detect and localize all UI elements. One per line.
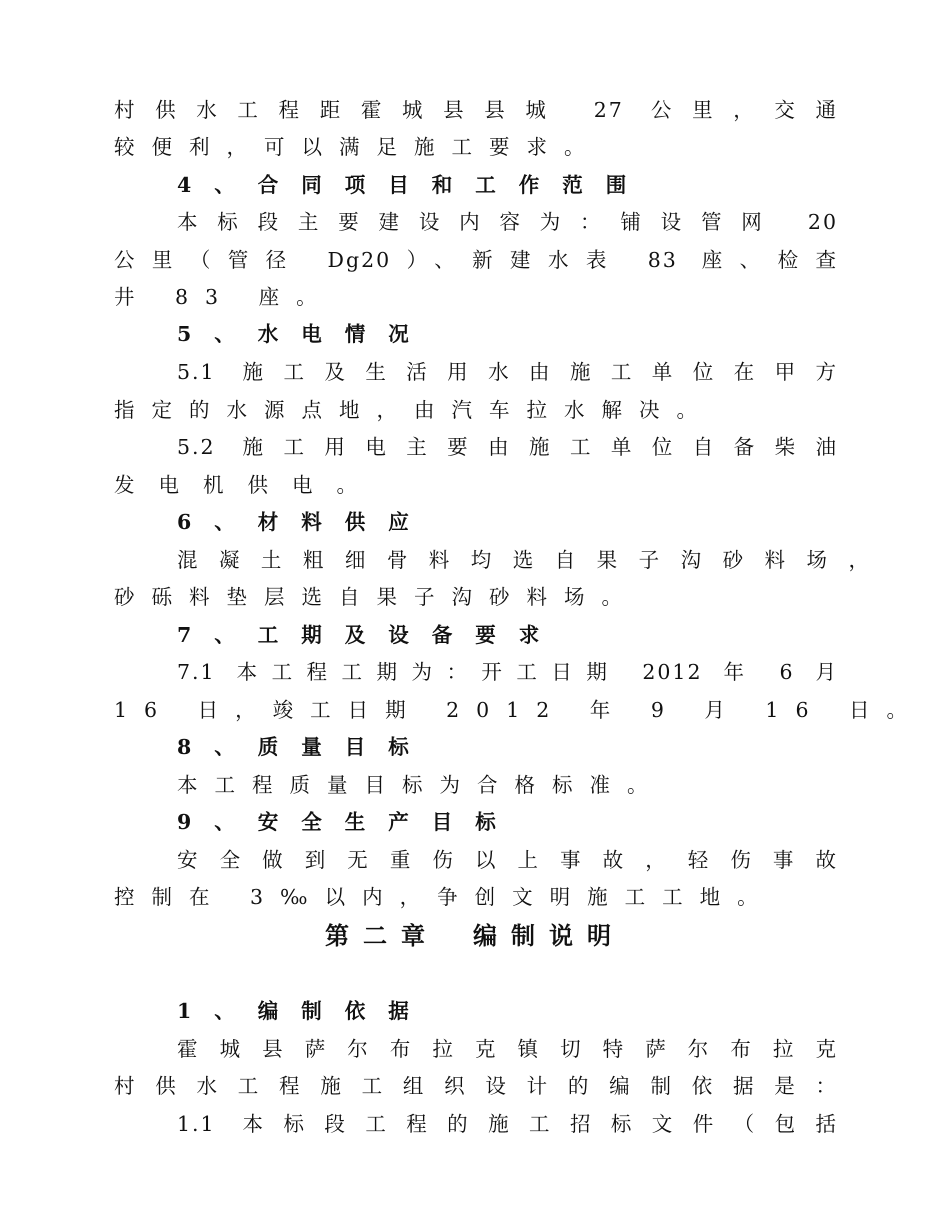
body-line: 1.1 本标段工程的施工招标文件（包括 — [177, 1112, 838, 1136]
body-line: 混凝土粗细骨料均选自果子沟砂料场， — [177, 548, 871, 572]
body-line: 5.2 施工用电主要由施工单位自备柴油 — [177, 435, 838, 459]
body-line: 指定的水源点地，由汽车拉水解决。 — [114, 398, 714, 422]
body-line: 较便利，可以满足施工要求。 — [114, 135, 602, 159]
body-line: 5.1 施工及生活用水由施工单位在甲方 — [177, 360, 838, 384]
section-heading: 4、合同项目和工作范围 — [177, 173, 650, 197]
body-line: 16 日，竣工日期 2012 年 9 月 16 日。 — [114, 698, 924, 722]
body-line: 公里（管径 Dg20）、新建水表 83 座、检查 — [114, 248, 838, 272]
section-heading: 9、安全生产目标 — [177, 810, 519, 834]
chapter-name: 编制说明 — [473, 921, 625, 950]
body-line: 7.1 本工程工期为：开工日期 2012 年 6 月 — [177, 660, 838, 684]
body-line: 霍城县萨尔布拉克镇切特萨尔布拉克 — [177, 1037, 838, 1061]
section-heading: 7、工期及设备要求 — [177, 623, 563, 647]
section-heading: 6、材料供应 — [177, 510, 432, 534]
chapter-number: 第二章 — [325, 921, 439, 950]
body-line: 井 83 座。 — [114, 285, 334, 309]
body-line: 村供水工程距霍城县县城 27 公里，交通 — [114, 98, 838, 122]
chapter-title — [0, 918, 950, 954]
section-heading: 5、水电情况 — [177, 322, 432, 346]
body-line: 安全做到无重伤以上事故，轻伤事故 — [177, 848, 838, 872]
section-heading: 1、编制依据 — [177, 999, 432, 1023]
body-line: 本工程质量目标为合格标准。 — [177, 773, 665, 797]
body-line: 本标段主要建设内容为：铺设管网 20 — [177, 210, 838, 234]
body-line: 发电机供电。 — [114, 473, 381, 497]
body-line: 控制在 3‰以内，争创文明施工工地。 — [114, 885, 775, 909]
body-line: 村供水工程施工组织设计的编制依据是： — [114, 1074, 838, 1098]
section-heading: 8、质量目标 — [177, 735, 432, 759]
body-line: 砂砾料垫层选自果子沟砂料场。 — [114, 585, 639, 609]
